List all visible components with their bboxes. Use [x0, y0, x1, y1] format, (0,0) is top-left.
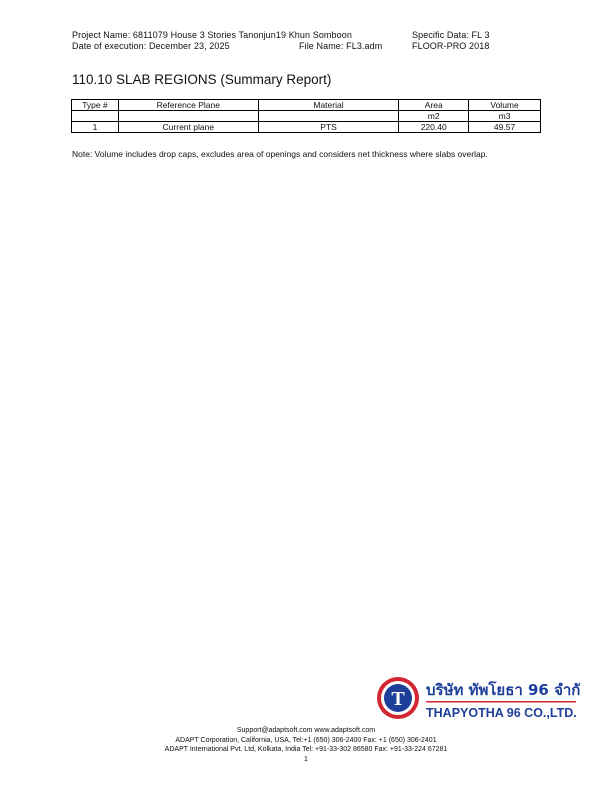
table-cell: 49.57	[469, 122, 541, 133]
table-header-row	[72, 100, 541, 111]
table-cell: PTS	[258, 122, 399, 133]
footer-usa-address: ADAPT Corporation, California, USA, Tel:+1 (650) 306-2400 Fax: +1 (650) 306-2401	[175, 737, 437, 744]
unit-cell	[258, 111, 399, 122]
unit-cell	[118, 111, 258, 122]
table-row	[72, 122, 541, 133]
page-number: 1	[304, 756, 308, 763]
specific-data: Specific Data: FL 3	[412, 30, 490, 40]
column-header: Volume	[469, 100, 541, 111]
logo-english-name: THAPYOTHA 96 CO.,LTD.	[426, 706, 577, 720]
report-title: 110.10 SLAB REGIONS (Summary Report)	[72, 72, 332, 87]
table-units-row	[72, 111, 541, 122]
volume-note: Note: Volume includes drop caps, excludes area of openings and considers net thickness where slabs overlap.	[72, 149, 488, 159]
unit-cell	[72, 111, 119, 122]
date-of-execution: Date of execution: December 23, 2025	[72, 41, 230, 51]
software-name: FLOOR-PRO 2018	[412, 41, 490, 51]
table-cell: 1	[72, 122, 119, 133]
column-header: Area	[399, 100, 469, 111]
footer-india-address: ADAPT International Pvt. Ltd, Kolkata, India Tel: +91-33-302 86580 Fax: +91-33-224 67281	[164, 746, 448, 753]
footer-support: Support@adaptsoft.com www.adaptsoft.com	[236, 727, 376, 734]
unit-cell: m2	[399, 111, 469, 122]
table-cell: 220.40	[399, 122, 469, 133]
logo-thai-name: บริษัท ทัพโยธา 96 จำกัด	[426, 681, 580, 699]
table-cell: Current plane	[118, 122, 258, 133]
logo-mark: T	[391, 688, 405, 710]
column-header: Reference Plane	[118, 100, 258, 111]
slab-regions-table	[71, 99, 541, 133]
unit-cell: m3	[469, 111, 541, 122]
project-name: Project Name: 6811079 House 3 Stories Tanonjun19 Khun Somboon	[72, 30, 352, 40]
column-header: Material	[258, 100, 399, 111]
logo-graphic	[376, 676, 580, 722]
logo-divider	[426, 701, 576, 703]
company-logo	[376, 676, 580, 722]
file-name: File Name: FL3.adm	[299, 41, 383, 51]
column-header: Type #	[72, 100, 119, 111]
